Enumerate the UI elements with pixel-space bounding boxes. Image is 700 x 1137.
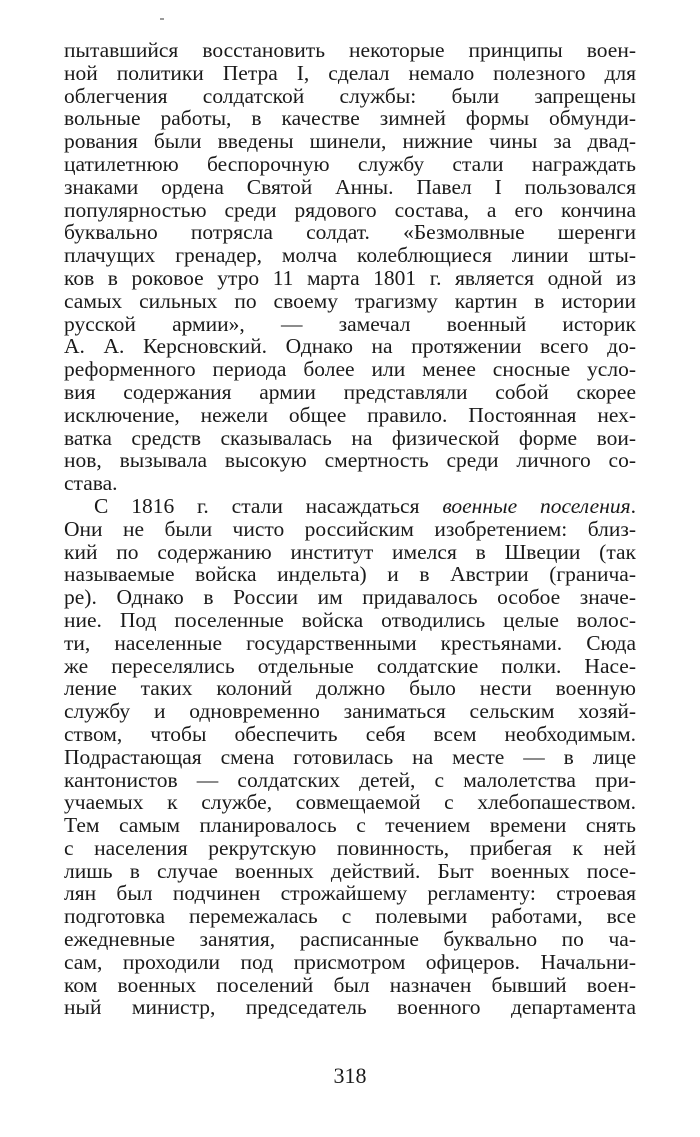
text-line: ный министр, председатель военного департамента [64,995,636,1020]
text-line: с населения рекрутскую повинность, прибегая к ней [64,835,636,860]
text-run: . [630,493,636,518]
text-line: вия содержания армии представляли собой скорее [64,379,636,404]
text-line: учаемых к службе, совмещаемой с хлебопашеством. [64,790,636,815]
body-text [64,39,636,1019]
text-line: ной политики Петра I, сделал немало полезного для [64,60,636,85]
text-line: самых сильных по своему трагизму картин в истории [64,288,636,313]
text-line: ством, чтобы обеспечить себя всем необходимым. [64,721,636,746]
text-line: русской армии», — замечал военный историк [64,311,636,336]
page-number: 318 [333,1063,367,1088]
text-line: ре). Однако в России им придавалось особое значе- [64,585,636,610]
text-line: ков в роковое утро 11 марта 1801 г. является одной из [64,265,636,290]
text-line: знаками ордена Святой Анны. Павел I пользовался [64,174,636,199]
text-line: ком военных поселений был назначен бывший воен- [64,972,636,997]
text-line: реформенного периода более или менее сносные усло- [64,357,636,382]
text-line: пытавшийся восстановить некоторые принципы воен- [64,38,636,62]
text-line: лян был подчинен строжайшему регламенту: строевая [64,881,636,906]
text-line: ти, населенные государственными крестьянами. Сюда [64,630,636,655]
text-line: нов, вызывала высокую смертность среди личного со- [64,448,636,473]
print-speck [160,18,164,20]
text-line: плачущих гренадер, молча колеблющиеся линии шты- [64,243,636,268]
text-line: исключение, нежели общее правило. Постоянная нех- [64,402,636,427]
text-line: Они не были чисто российским изобретением: близ- [64,516,636,541]
text-line: цатилетнюю беспорочную службу стали награждать [64,151,636,176]
text-line: буквально потрясла солдат. «Безмолвные шеренги [64,220,636,245]
text-line: кий по содержанию институт имелся в Швеции (так [64,539,636,564]
text-line: рования были введены шинели, нижние чины за двад- [64,129,636,154]
text-line: же переселялись отдельные солдатские полки. Насе- [64,653,636,678]
text-line: ление таких колоний должно было нести военную [64,676,636,701]
text-line: А. А. Керсновский. Однако на протяжении всего до- [64,334,636,359]
text-line: кантонистов — солдатских детей, с малолетства при- [64,767,636,792]
text-line: Подрастающая смена готовилась на месте — в лице [64,744,636,769]
text-line: ватка средств сказывалась на физической форме вои- [64,425,636,450]
text-line: облегчения солдатской службы: были запрещены [64,83,636,108]
text-line: называемые войска индельта) и в Австрии (гранича- [64,562,636,587]
italic-term: военные поселения [442,493,631,518]
text-line [64,495,636,518]
text-line: службу и одновременно заниматься сельским хозяй- [64,699,636,724]
text-line: сам, проходили под присмотром офицеров. Начальни- [64,949,636,974]
text-run: С 1816 г. стали насаждаться [94,493,443,518]
paragraph-2 [64,495,636,1019]
text-line: ние. Под поселенные войска отводились целые волос- [64,607,636,632]
text-line: лишь в случае военных действий. Быт военных посе- [64,858,636,883]
paragraph-1 [64,39,636,495]
text-line: ежедневные занятия, расписанные буквально по ча- [64,927,636,952]
text-line: става. [64,471,118,496]
text-line: Тем самым планировалось с течением времени снять [64,813,636,838]
text-line: подготовка перемежалась с полевыми работами, все [64,904,636,929]
text-line: вольные работы, в качестве зимней формы обмунди- [64,106,636,131]
text-line: популярностью среди рядового состава, а его кончина [64,197,636,222]
